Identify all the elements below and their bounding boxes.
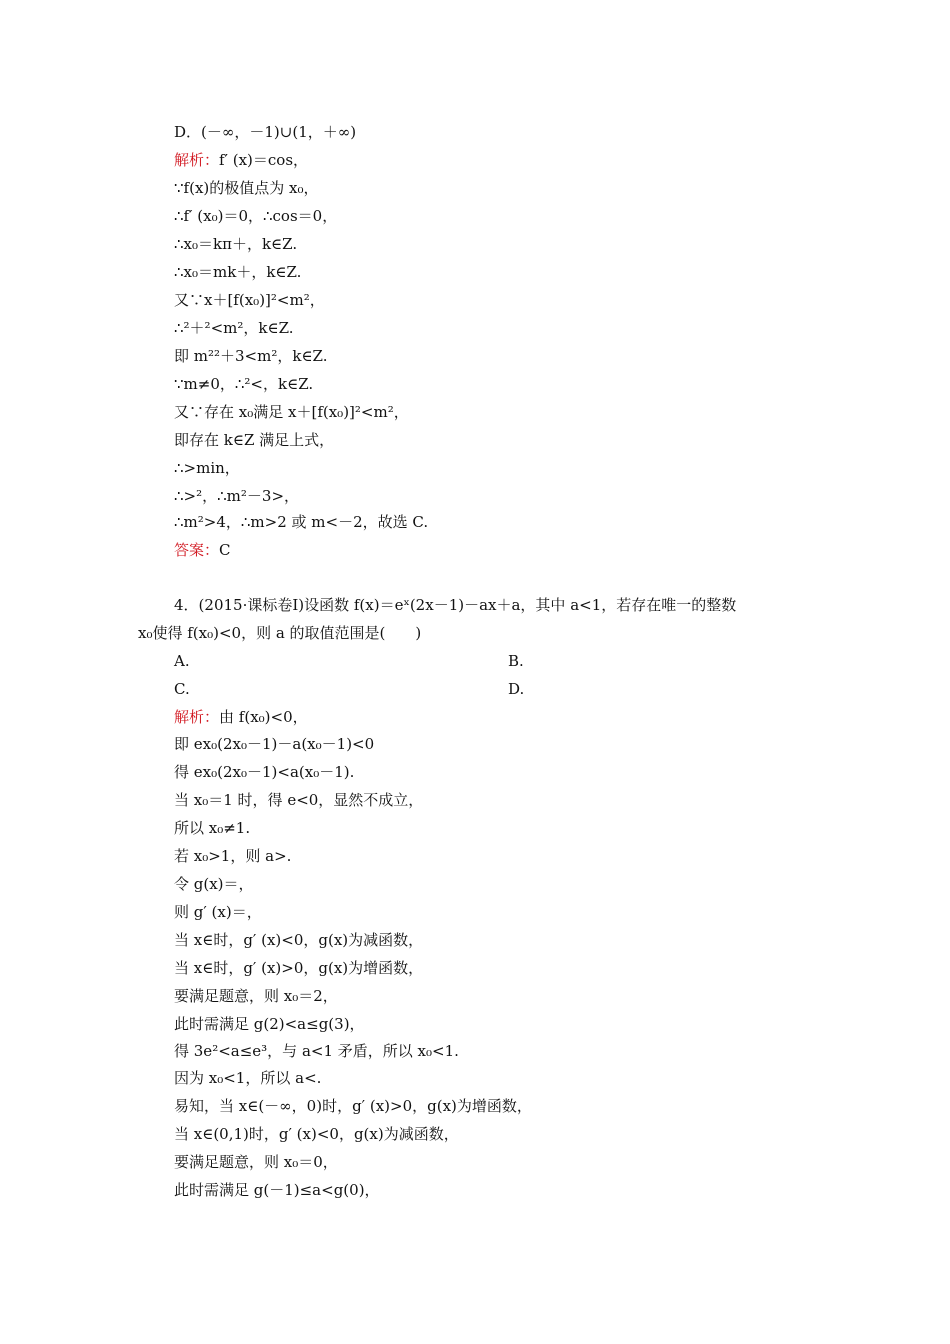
answer-value: C	[219, 541, 231, 559]
analysis-text: 由 f(x₀)<0，	[219, 708, 308, 726]
solution-line: ∴>min，	[174, 459, 240, 477]
solution-line: 要满足题意，则 x₀＝2，	[174, 987, 338, 1005]
analysis-line	[174, 150, 308, 170]
option-c: C.	[174, 680, 190, 698]
analysis-text: f′ (x)＝cos，	[219, 151, 309, 169]
solution-line: 此时需满足 g(2)<a≤g(3)，	[174, 1015, 365, 1033]
solution-line: 即存在 k∈Z 满足上式，	[174, 431, 335, 449]
solution-line: 要满足题意，则 x₀＝0，	[174, 1153, 338, 1171]
solution-line: 得 3e²<a≤e³，与 a<1 矛盾，所以 x₀<1.	[174, 1042, 459, 1060]
solution-line: 得 ex₀(2x₀－1)<a(x₀－1).	[174, 763, 355, 781]
solution-line: ∴m²>4，∴m>2 或 m<－2，故选 C.	[174, 513, 429, 531]
option-a: A.	[174, 652, 190, 670]
solution-line: 此时需满足 g(－1)≤a<g(0)，	[174, 1181, 380, 1199]
question-4-stem: 4．(2015·课标卷Ⅰ)设函数 f(x)＝eˣ(2x－1)－ax＋a，其中 a<1，若存在唯一的整数	[174, 596, 737, 614]
solution-line: 令 g(x)＝，	[174, 875, 254, 893]
solution-line: 所以 x₀≠1.	[174, 819, 251, 837]
solution-line: ∴x₀＝kπ＋，k∈Z.	[174, 235, 298, 253]
solution-line: 即 ex₀(2x₀－1)－a(x₀－1)<0	[174, 735, 375, 753]
answer-line	[174, 540, 231, 560]
solution-line: 即 m²²＋3<m²，k∈Z.	[174, 347, 328, 365]
solution-line: 又∵x＋[f(x₀)]²<m²，	[174, 291, 325, 309]
analysis-label: 解析：	[174, 151, 220, 169]
option-b: B.	[508, 652, 524, 670]
solution-line: ∴x₀＝mk＋，k∈Z.	[174, 263, 302, 281]
analysis-line	[174, 707, 308, 727]
solution-line: ∴²＋²<m²，k∈Z.	[174, 319, 294, 337]
solution-line: ∵m≠0，∴²<，k∈Z.	[174, 375, 314, 393]
solution-line: 当 x∈(0,1)时，g′ (x)<0，g(x)为减函数，	[174, 1125, 459, 1143]
solution-line: ∴>²，∴m²－3>，	[174, 487, 300, 505]
solution-line: ∵f(x)的极值点为 x₀，	[174, 179, 319, 197]
solution-line: 当 x∈时，g′ (x)>0，g(x)为增函数，	[174, 959, 424, 977]
option-d: D.	[508, 680, 525, 698]
solution-line: 若 x₀>1，则 a>.	[174, 847, 292, 865]
option-d-text: D．(－∞，－1)∪(1，＋∞)	[174, 123, 357, 141]
solution-line: ∴f′ (x₀)＝0，∴cos＝0，	[174, 207, 338, 225]
solution-line: 当 x∈时，g′ (x)<0，g(x)为减函数，	[174, 931, 424, 949]
answer-label: 答案：	[174, 541, 220, 559]
analysis-label: 解析：	[174, 708, 220, 726]
solution-line: 因为 x₀<1，所以 a<.	[174, 1069, 322, 1087]
solution-line: 则 g′ (x)＝，	[174, 903, 262, 921]
solution-line: 又∵存在 x₀满足 x＋[f(x₀)]²<m²，	[174, 403, 409, 421]
solution-line: 当 x₀＝1 时，得 e<0，显然不成立，	[174, 791, 424, 809]
question-4-stem-cont: x₀使得 f(x₀)<0，则 a 的取值范围是( )	[138, 624, 422, 642]
solution-line: 易知，当 x∈(－∞，0)时，g′ (x)>0，g(x)为增函数，	[174, 1097, 532, 1115]
